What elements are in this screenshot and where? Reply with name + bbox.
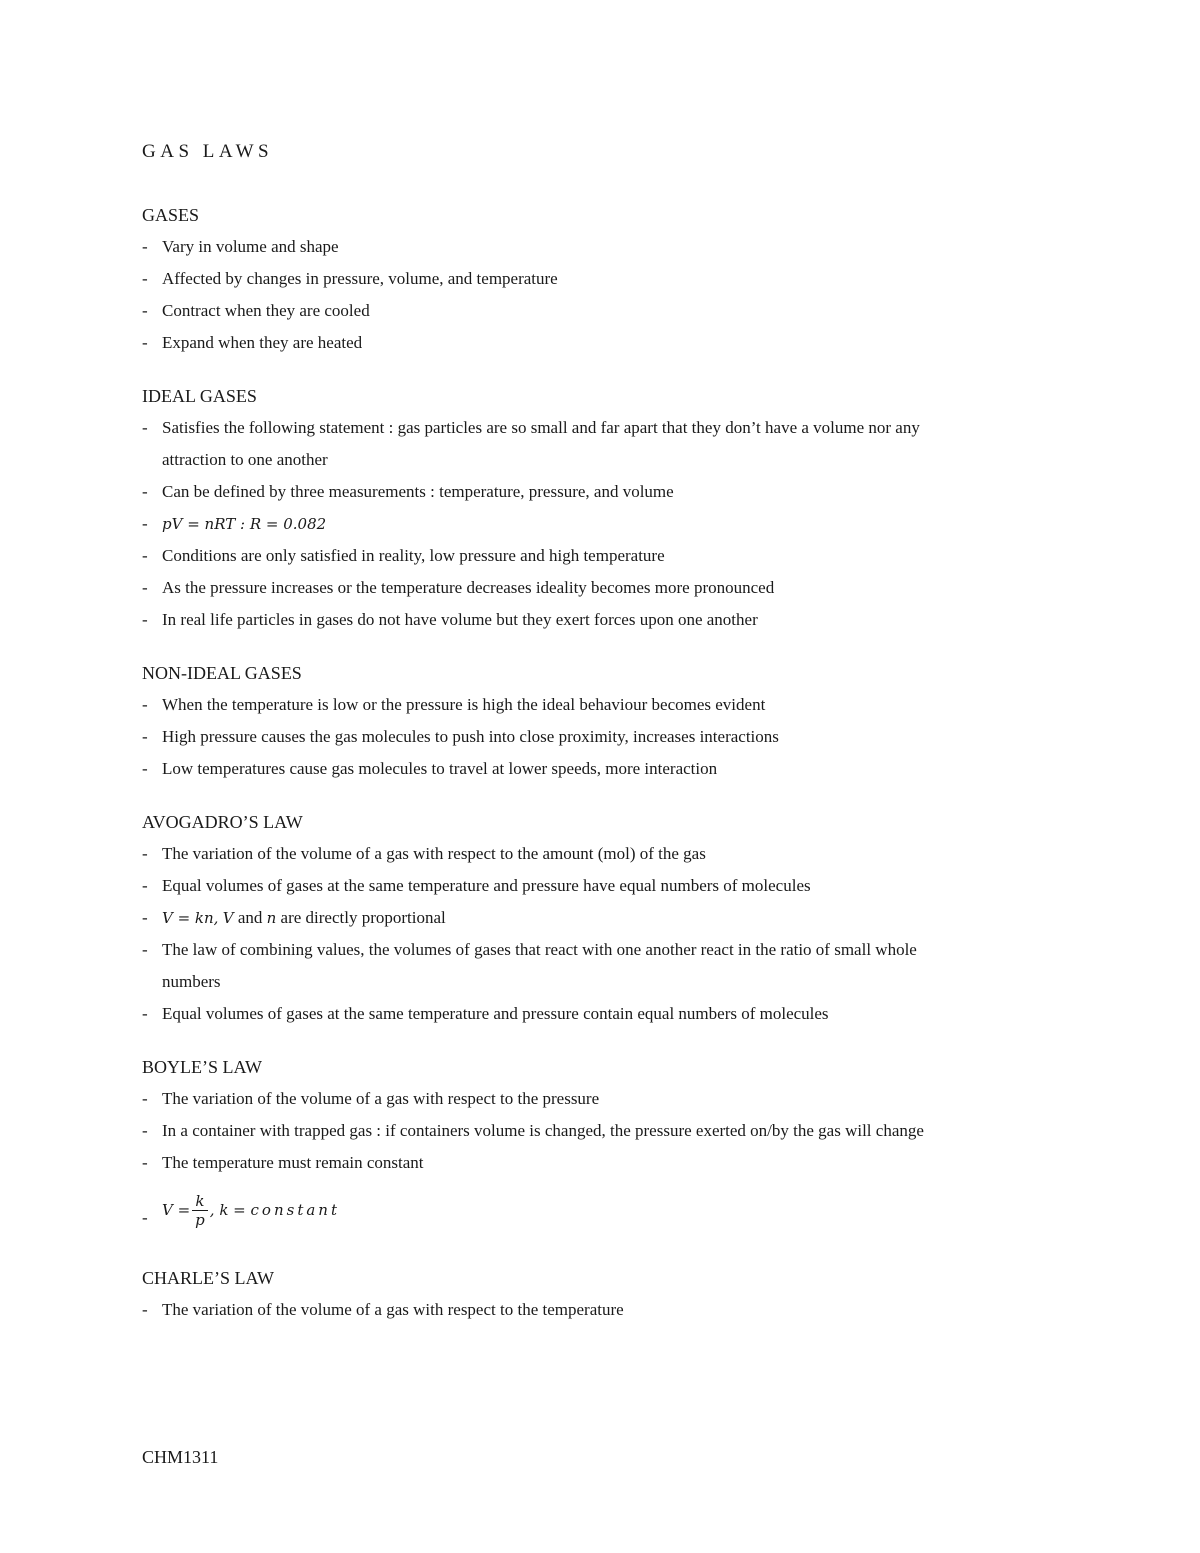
list-item-text: Expand when they are heated <box>162 333 363 352</box>
list-item <box>142 268 1052 290</box>
list-item-text: Equal volumes of gases at the same temperature and pressure contain equal numbers of molecules <box>162 1004 829 1023</box>
list-item-text: Equal volumes of gases at the same temperature and pressure have equal numbers of molecules <box>162 876 811 895</box>
formula-lhs: V = <box>162 1201 191 1219</box>
bullet-dash: - <box>142 610 148 629</box>
bullet-dash: - <box>142 695 148 714</box>
section-heading: BOYLE’S LAW <box>142 1057 263 1077</box>
list-item-text: The variation of the volume of a gas with respect to the amount (mol) of the gas <box>162 844 706 863</box>
bullet-list <box>142 694 1052 780</box>
list-item <box>142 934 1052 998</box>
bullet-dash: - <box>142 514 148 533</box>
list-item <box>142 726 1052 748</box>
list-item <box>142 1299 1052 1321</box>
list-item-text: Conditions are only satisfied in reality, low pressure and high temperature <box>162 546 665 565</box>
list-item-text: The variation of the volume of a gas with respect to the temperature <box>162 1300 624 1319</box>
page-title: GAS LAWS <box>142 141 274 162</box>
list-item <box>142 875 1052 897</box>
bullet-dash: - <box>142 578 148 597</box>
bullet-dash: - <box>142 908 148 927</box>
list-item <box>142 300 1052 322</box>
list-item-text: Low temperatures cause gas molecules to travel at lower speeds, more interaction <box>162 759 718 778</box>
list-item-formula <box>142 513 1052 535</box>
list-item <box>142 236 1052 258</box>
list-item-text: When the temperature is low or the pressure is high the ideal behaviour becomes evident <box>162 695 766 714</box>
bullet-list <box>142 843 1052 1025</box>
list-item <box>142 1088 1052 1110</box>
section-avogadros-law <box>142 811 1052 1025</box>
list-item-text: In real life particles in gases do not have volume but they exert forces upon one another <box>162 610 758 629</box>
bullet-dash: - <box>142 1153 148 1172</box>
bullet-dash: - <box>142 759 148 778</box>
section-heading: AVOGADRO’S LAW <box>142 812 303 832</box>
list-item <box>142 332 1052 354</box>
list-item <box>142 843 1052 865</box>
bullet-dash: - <box>142 418 148 437</box>
section-non-ideal-gases <box>142 662 1052 780</box>
bullet-dash: - <box>142 1121 148 1140</box>
list-item <box>142 545 1052 567</box>
bullet-dash: - <box>142 1300 148 1319</box>
section-ideal-gases <box>142 385 1052 631</box>
section-charles-law <box>142 1267 1052 1321</box>
list-item-formula <box>142 1184 1052 1236</box>
list-item-text-continued: attraction to one another <box>162 450 328 469</box>
section-heading: NON-IDEAL GASES <box>142 663 302 683</box>
list-item-text: The variation of the volume of a gas with respect to the pressure <box>162 1089 600 1108</box>
list-item-text-continued: numbers <box>162 972 221 991</box>
variable-v: V <box>222 909 234 927</box>
list-item-text: High pressure causes the gas molecules to push into close proximity, increases interactions <box>162 727 779 746</box>
list-item-text: Affected by changes in pressure, volume, and temperature <box>162 269 558 288</box>
section-heading: GASES <box>142 205 200 225</box>
bullet-dash: - <box>142 333 148 352</box>
bullet-dash: - <box>142 482 148 501</box>
formula-rhs-constant: constant <box>250 1201 340 1219</box>
list-item <box>142 758 1052 780</box>
section-heading: CHARLE’S LAW <box>142 1268 275 1288</box>
bullet-dash: - <box>142 269 148 288</box>
bullet-dash: - <box>142 1004 148 1023</box>
fraction-numerator: k <box>192 1192 207 1211</box>
bullet-dash: - <box>142 876 148 895</box>
formula-description: are directly proportional <box>276 908 446 927</box>
list-item-text: The law of combining values, the volumes of gases that react with one another react in the ratio of small whole <box>162 940 917 959</box>
bullet-dash: - <box>142 1089 148 1108</box>
list-item <box>142 609 1052 631</box>
list-item-text: As the pressure increases or the temperature decreases ideality becomes more pronounced <box>162 578 775 597</box>
bullet-list <box>142 236 1052 354</box>
fraction-denominator: p <box>195 1210 205 1229</box>
formula-connector: and <box>233 908 267 927</box>
fraction <box>192 1192 208 1229</box>
boyle-equation <box>162 1184 340 1236</box>
list-item-text: The temperature must remain constant <box>162 1153 424 1172</box>
bullet-dash: - <box>142 237 148 256</box>
list-item <box>142 412 1052 476</box>
list-item-formula <box>142 907 1052 929</box>
avogadro-equation: V = kn, <box>162 909 219 927</box>
list-item <box>142 577 1052 599</box>
bullet-dash: - <box>142 844 148 863</box>
list-item-text: Can be defined by three measurements : temperature, pressure, and volume <box>162 482 674 501</box>
bullet-list <box>142 412 1052 631</box>
section-boyles-law <box>142 1056 1052 1236</box>
bullet-dash: - <box>142 727 148 746</box>
list-item-text: Satisfies the following statement : gas particles are so small and far apart that they don’t have a volume nor any <box>162 418 920 437</box>
bullet-dash: - <box>142 940 148 959</box>
list-item <box>142 1152 1052 1174</box>
list-item <box>142 1003 1052 1025</box>
list-item-text: Vary in volume and shape <box>162 237 339 256</box>
page-footer: CHM1311 <box>142 1447 219 1467</box>
bullet-dash: - <box>142 1208 148 1227</box>
section-heading: IDEAL GASES <box>142 386 257 406</box>
bullet-list <box>142 1088 1052 1236</box>
list-item-text: In a container with trapped gas : if containers volume is changed, the pressure exerted on/by the gas will change <box>162 1121 924 1140</box>
ideal-gas-equation: pV = nRT : R = 0.082 <box>162 515 327 533</box>
list-item <box>142 694 1052 716</box>
bullet-list <box>142 1299 1052 1321</box>
list-item <box>142 481 1052 503</box>
formula-rhs-k: , k = <box>209 1201 246 1219</box>
bullet-dash: - <box>142 301 148 320</box>
section-gases <box>142 204 1052 354</box>
list-item-text: Contract when they are cooled <box>162 301 370 320</box>
list-item <box>142 1120 1052 1142</box>
bullet-dash: - <box>142 546 148 565</box>
variable-n: n <box>266 909 277 927</box>
document-content <box>142 204 1052 1352</box>
